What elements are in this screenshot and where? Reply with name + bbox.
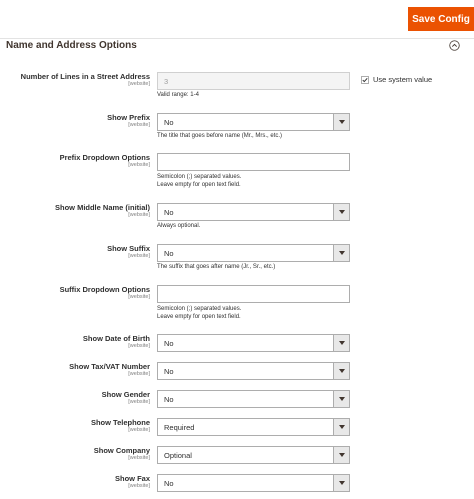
show-gender-dropdown[interactable] [333,391,349,407]
show-dob-select[interactable] [157,334,350,352]
show-suffix-select[interactable] [157,244,350,262]
chevron-down-icon [339,425,345,429]
suffix-options-note-2: Leave empty for open text field. [157,314,241,320]
show-fax-label: Show Fax [114,474,150,483]
show-telephone-select[interactable] [157,418,350,436]
suffix-options-input[interactable] [157,285,350,303]
show-company-scope: [website] [128,455,150,461]
show-middle-name-dropdown[interactable] [333,204,349,220]
show-prefix-scope: [website] [128,122,150,128]
show-middle-name-select[interactable] [157,203,350,221]
checkmark-icon [362,77,368,83]
prefix-options-note-1: Semicolon (;) separated values. [157,174,242,180]
show-prefix-label: Show Prefix [107,113,150,122]
show-company-value: Optional [164,450,192,460]
show-taxvat-label: Show Tax/VAT Number [69,362,150,371]
show-suffix-dropdown[interactable] [333,245,349,261]
prefix-options-label: Prefix Dropdown Options [59,153,150,162]
prefix-options-note-2: Leave empty for open text field. [157,182,241,188]
chevron-down-icon [339,369,345,373]
show-taxvat-scope: [website] [128,371,150,377]
suffix-options-note-1: Semicolon (;) separated values. [157,306,242,312]
prefix-options-scope: [website] [128,162,150,168]
show-suffix-note: The suffix that goes after name (Jr., Sr., etc.) [157,264,276,270]
show-middle-name-note: Always optional. [157,223,201,229]
show-company-select[interactable] [157,446,350,464]
section-title[interactable]: Name and Address Options [6,40,137,51]
street-lines-input[interactable] [157,72,350,90]
street-lines-label: Number of Lines in a Street Address [20,72,150,81]
show-telephone-scope: [website] [128,427,150,433]
show-fax-scope: [website] [128,483,150,489]
show-middle-name-value: No [164,207,174,217]
show-telephone-label: Show Telephone [90,418,150,427]
show-taxvat-value: No [164,366,174,376]
chevron-down-icon [339,210,345,214]
show-dob-scope: [website] [128,343,150,349]
save-config-button[interactable]: Save Config [408,7,474,31]
chevron-down-icon [339,397,345,401]
show-gender-select[interactable] [157,390,350,408]
show-gender-label: Show Gender [101,390,150,399]
show-telephone-dropdown[interactable] [333,419,349,435]
street-lines-note: Valid range: 1-4 [157,92,199,98]
show-fax-value: No [164,478,174,488]
header-divider [0,38,474,39]
show-fax-dropdown[interactable] [333,475,349,491]
show-prefix-value: No [164,117,174,127]
use-system-value-label: Use system value [373,75,433,84]
prefix-options-input[interactable] [157,153,350,171]
show-gender-scope: [website] [128,399,150,405]
chevron-down-icon [339,453,345,457]
show-company-dropdown[interactable] [333,447,349,463]
use-system-value-checkbox[interactable] [361,76,369,84]
show-dob-dropdown[interactable] [333,335,349,351]
show-middle-name-label: Show Middle Name (initial) [54,203,150,212]
collapse-icon[interactable] [449,40,460,51]
show-taxvat-select[interactable] [157,362,350,380]
show-prefix-select[interactable] [157,113,350,131]
street-lines-scope: [website] [128,81,150,87]
show-suffix-value: No [164,248,174,258]
chevron-down-icon [339,341,345,345]
suffix-options-scope: [website] [128,294,150,300]
show-middle-name-scope: [website] [128,212,150,218]
suffix-options-label: Suffix Dropdown Options [59,285,150,294]
street-lines-value: 3 [164,76,169,86]
show-taxvat-dropdown[interactable] [333,363,349,379]
show-suffix-label: Show Suffix [107,244,150,253]
show-suffix-scope: [website] [128,253,150,259]
chevron-down-icon [339,251,345,255]
show-gender-value: No [164,394,174,404]
chevron-down-icon [339,481,345,485]
show-prefix-dropdown[interactable] [333,114,349,130]
chevron-down-icon [339,120,345,124]
show-company-label: Show Company [93,446,150,455]
show-fax-select[interactable] [157,474,350,492]
show-dob-value: No [164,338,174,348]
show-telephone-value: Required [164,422,195,432]
show-dob-label: Show Date of Birth [82,334,150,343]
show-prefix-note: The title that goes before name (Mr., Mrs., etc.) [157,133,283,139]
use-system-value[interactable] [361,75,432,84]
